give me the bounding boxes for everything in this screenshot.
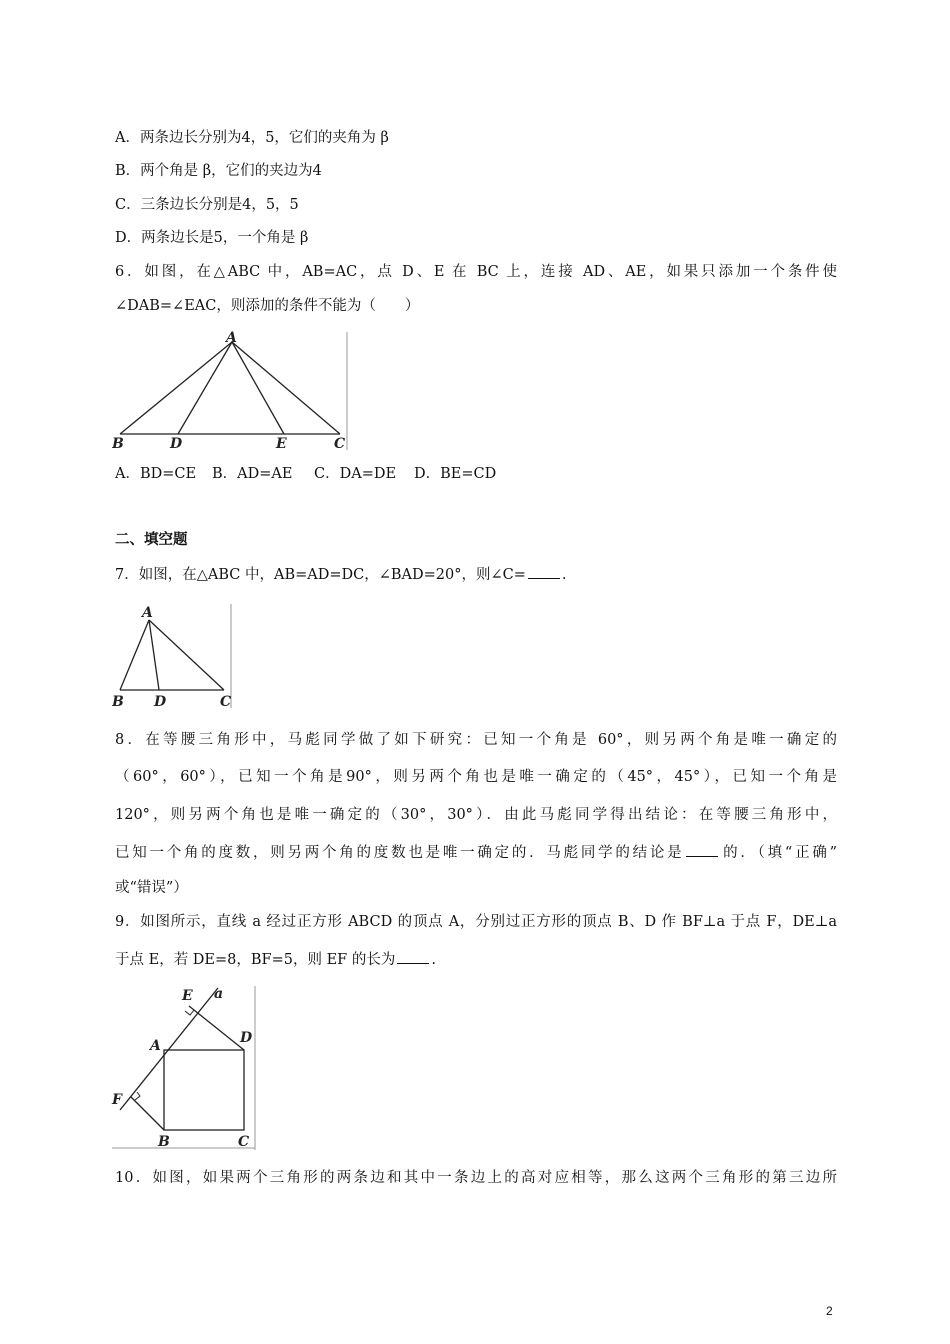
q7-label-c: C xyxy=(220,694,232,710)
q5-option-b: B．两个角是 β，它们的夹边为4 xyxy=(115,163,322,179)
q9-label-f: F xyxy=(112,1092,122,1108)
q6-option-d: D．BE=CD xyxy=(414,466,497,482)
q9-label-a-line: a xyxy=(214,986,224,1002)
q9-text-line1: 9．如图所示，直线 a 经过正方形 ABCD 的顶点 A，分别过正方形的顶点 B、D 作 BF⊥a 于点 F，DE⊥a xyxy=(115,914,837,930)
q7-answer-blank[interactable] xyxy=(528,564,560,579)
q9-text-line2 xyxy=(115,949,436,970)
q7-figure xyxy=(112,602,237,710)
q8-text-line2: （60°，60°），已知一个角是90°，则另两个角也是唯一确定的（45°，45°），已知一个角是 xyxy=(115,769,837,785)
q7-label-a: A xyxy=(142,605,153,621)
page-number: 2 xyxy=(826,1304,833,1318)
q9-label-b: B xyxy=(158,1134,170,1150)
q9-answer-blank[interactable] xyxy=(397,949,429,964)
q6-label-b: B xyxy=(112,436,124,452)
q8-text-line4-before: 已知一个角的度数，则另两个角的度数也是唯一确定的．马彪同学的结论是 xyxy=(115,845,685,861)
q10-text-line1: 10．如图，如果两个三角形的两条边和其中一条边上的高对应相等，那么这两个三角形的第三边所 xyxy=(115,1170,837,1186)
q7-label-b: B xyxy=(112,694,124,710)
q9-label-a: A xyxy=(150,1038,161,1054)
q8-text-line4-after: 的．（填“正确” xyxy=(720,845,837,861)
q5-option-d: D．两条边长是5，一个角是 β xyxy=(115,230,309,246)
q5-option-a: A．两条边长分别为4，5，它们的夹角为 β xyxy=(115,130,389,146)
q6-label-c: C xyxy=(334,436,346,452)
q7-text-before: 7．如图，在△ABC 中，AB=AD=DC，∠BAD=20°，则∠C= xyxy=(115,567,526,583)
q6-label-e: E xyxy=(276,436,287,452)
q8-text-line5: 或“错误”） xyxy=(115,880,188,896)
q9-figure xyxy=(110,982,258,1152)
q6-option-a: A．BD=CE xyxy=(115,466,197,482)
q7-text-after: . xyxy=(561,567,567,583)
q6-option-b: B．AD=AE xyxy=(212,466,293,482)
section-title: 二、填空题 xyxy=(115,532,188,548)
q9-label-d: D xyxy=(240,1030,253,1046)
q6-label-a: A xyxy=(226,330,237,346)
q5-option-c: C．三条边长分别是4，5，5 xyxy=(115,197,299,213)
q8-text-line4 xyxy=(115,842,837,863)
q6-figure xyxy=(112,328,352,452)
q6-label-d: D xyxy=(170,436,183,452)
q7-text xyxy=(115,564,566,585)
q6-text-line2: ∠DAB=∠EAC，则添加的条件不能为（ ） xyxy=(115,298,420,314)
q9-label-c: C xyxy=(238,1134,250,1150)
q8-answer-blank[interactable] xyxy=(686,842,718,857)
q8-text-line3: 120°，则另两个角也是唯一确定的（30°，30°）．由此马彪同学得出结论：在等腰三角形中， xyxy=(115,807,837,823)
q6-text-line1: 6．如图，在△ABC 中，AB=AC，点 D、E 在 BC 上，连接 AD、AE，如果只添加一个条件使 xyxy=(115,264,837,280)
q9-text-line2-after: . xyxy=(431,952,436,968)
q7-label-d: D xyxy=(154,694,167,710)
q8-text-line1: 8．在等腰三角形中，马彪同学做了如下研究：已知一个角是 60°，则另两个角是唯一确定的 xyxy=(115,732,837,748)
q6-option-c: C．DA=DE xyxy=(314,466,397,482)
q9-label-e: E xyxy=(182,988,193,1004)
q9-text-line2-before: 于点 E，若 DE=8，BF=5，则 EF 的长为 xyxy=(115,952,396,968)
